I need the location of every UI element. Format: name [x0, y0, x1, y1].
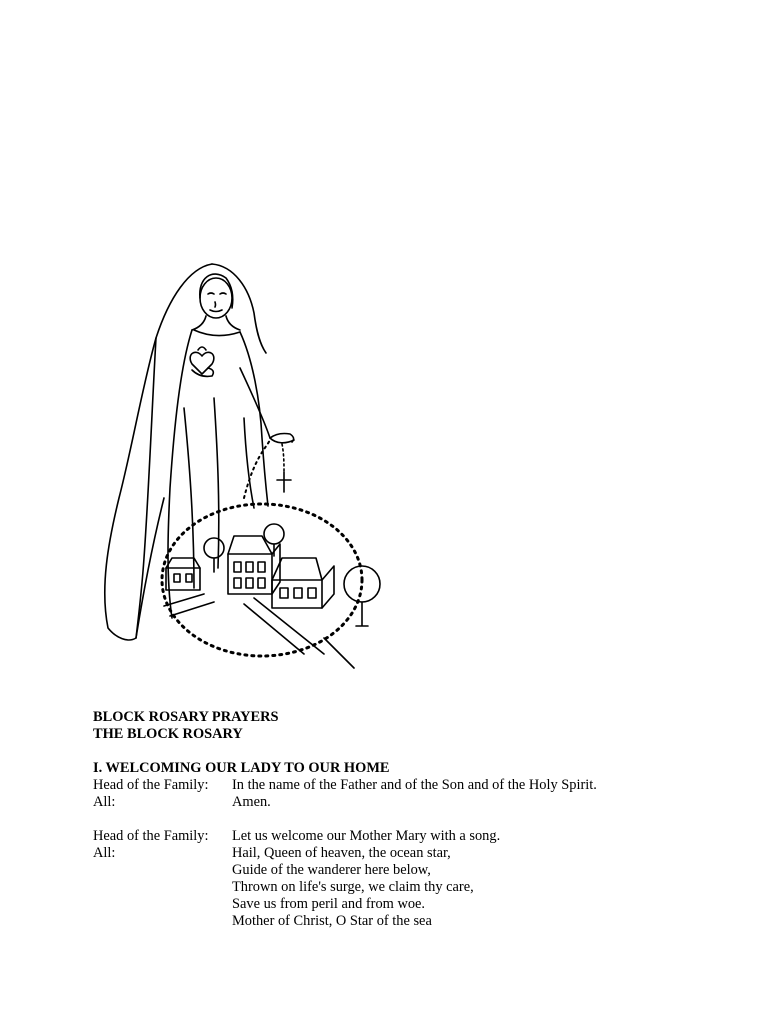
speaker-label: Head of the Family:	[93, 828, 209, 844]
document-subtitle: THE BLOCK ROSARY	[93, 726, 243, 742]
text-line: Mother of Christ, O Star of the sea	[232, 913, 432, 929]
text-line: Let us welcome our Mother Mary with a song.	[232, 828, 501, 844]
our-lady-rosary-illustration	[94, 258, 394, 678]
crucifix-icon	[277, 472, 291, 492]
speaker-label: All:	[93, 794, 116, 810]
text-line: In the name of the Father and of the Son and of the Holy Spirit.	[232, 777, 597, 793]
document-title: BLOCK ROSARY PRAYERS	[93, 709, 279, 725]
text-line: Save us from peril and from woe.	[232, 896, 426, 912]
prayer-line	[93, 828, 713, 845]
trees	[204, 524, 380, 626]
mantle-outline	[105, 264, 212, 640]
prayer-line	[93, 845, 713, 930]
speaker-label: Head of the Family:	[93, 777, 209, 793]
text-line: Thrown on life's surge, we claim thy care,	[232, 879, 474, 895]
prayer-text-line	[232, 828, 500, 845]
text-line: Guide of the wanderer here below,	[232, 862, 431, 878]
text-line: Amen.	[232, 794, 271, 810]
prayer-text	[93, 709, 713, 930]
text-line: Hail, Queen of heaven, the ocean star,	[232, 845, 451, 861]
section-heading: I. WELCOMING OUR LADY TO OUR HOME	[93, 760, 390, 776]
hymn-verse	[232, 845, 474, 930]
prayer-text-line	[232, 777, 597, 794]
prayer-line	[93, 794, 713, 811]
prayer-text-line	[232, 794, 271, 811]
speaker-label: All:	[93, 845, 116, 861]
prayer-line	[93, 777, 713, 794]
